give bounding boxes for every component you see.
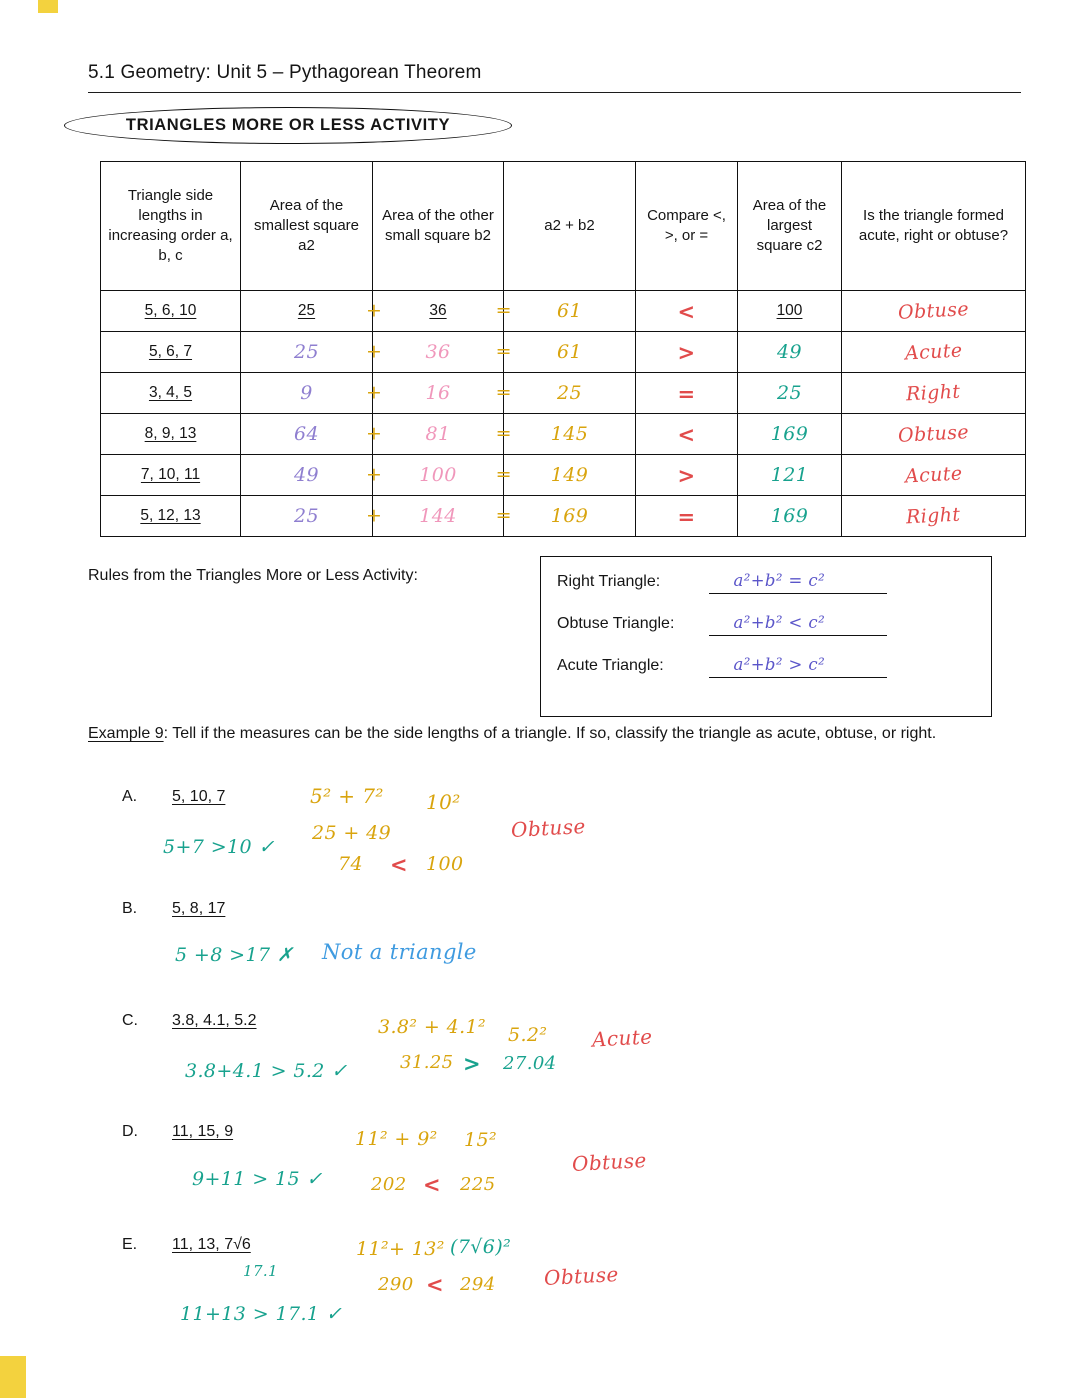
cell-classification: Right <box>842 373 1026 414</box>
table-row <box>101 496 1026 537</box>
cell-compare: > <box>636 455 738 496</box>
cell-a2: 64 <box>241 414 373 455</box>
item-a-right-value: 100 <box>426 853 464 875</box>
rules-intro: Rules from the Triangles More or Less Activity: <box>88 567 418 584</box>
rule-acute-label: Acute Triangle: <box>557 657 664 674</box>
header-a2: Area of the smallest square a2 <box>241 162 373 291</box>
rule-acute-value: a²+b² > c² <box>709 655 887 678</box>
header-b2: Area of the other small square b2 <box>373 162 504 291</box>
cell-compare: < <box>636 291 738 332</box>
item-e-approx-value: 17.1 <box>243 1262 278 1280</box>
item-a-letter: A. <box>122 788 138 805</box>
item-c-expr-c: 5.2² <box>508 1024 548 1046</box>
plus-mark: + <box>366 504 383 527</box>
cell-a2: 25 <box>241 291 373 332</box>
item-e-expr-c: (7√6)² <box>450 1236 512 1258</box>
example-heading <box>88 721 993 747</box>
cell-sum: 145 <box>504 414 636 455</box>
plus-mark: + <box>366 340 383 363</box>
cell-classification: Obtuse <box>842 414 1026 455</box>
table-header-row <box>101 162 1026 291</box>
cell-sides: 5, 12, 13 <box>101 496 241 537</box>
item-a-expr-c: 10² <box>426 790 461 814</box>
cell-classification: Acute <box>842 332 1026 373</box>
item-c-triangle-check: 3.8+4.1 > 5.2 ✓ <box>185 1060 348 1082</box>
cell-c2: 169 <box>738 496 842 537</box>
cell-compare: = <box>636 373 738 414</box>
plus-mark: + <box>366 381 383 404</box>
header-classification: Is the triangle formed acute, right or obtuse? <box>842 162 1026 291</box>
item-e-right-value: 294 <box>460 1274 496 1295</box>
cell-a2: 25 <box>241 496 373 537</box>
item-a-answer: Obtuse <box>510 814 587 842</box>
rule-obtuse-label: Obtuse Triangle: <box>557 615 675 632</box>
equals-mark: = <box>495 463 512 486</box>
cell-sides: 3, 4, 5 <box>101 373 241 414</box>
cell-sum: 61 <box>504 291 636 332</box>
item-d-letter: D. <box>122 1123 138 1140</box>
equals-mark: = <box>495 504 512 527</box>
activity-badge <box>64 107 512 144</box>
cell-sum: 149 <box>504 455 636 496</box>
header-compare: Compare <, >, or = <box>636 162 738 291</box>
rule-acute-triangle <box>557 655 975 678</box>
item-a-compare: < <box>390 852 408 877</box>
cell-sides: 7, 10, 11 <box>101 455 241 496</box>
item-b-note: Not a triangle <box>322 940 477 964</box>
rule-obtuse-triangle <box>557 613 975 636</box>
cell-sum: 25 <box>504 373 636 414</box>
item-c-expr-ab: 3.8² + 4.1² <box>378 1016 487 1038</box>
item-d-expr-c: 15² <box>464 1129 497 1151</box>
header-sum: a2 + b2 <box>504 162 636 291</box>
triangles-activity-table <box>100 161 1026 537</box>
equals-mark: = <box>495 299 512 322</box>
cell-classification: Right <box>842 496 1026 537</box>
rules-box <box>540 556 992 717</box>
cell-sides: 5, 6, 10 <box>101 291 241 332</box>
item-c-letter: C. <box>122 1012 138 1029</box>
item-e-sides: 11, 13, 7√6 <box>172 1236 251 1253</box>
item-d-left-value: 202 <box>371 1174 407 1195</box>
table-row <box>101 291 1026 332</box>
item-b-triangle-check: 5 +8 >17 ✗ <box>175 944 294 966</box>
cell-compare: < <box>636 414 738 455</box>
item-e-triangle-check: 11+13 > 17.1 ✓ <box>180 1303 343 1325</box>
item-b-sides: 5, 8, 17 <box>172 900 226 917</box>
rule-right-triangle <box>557 571 975 594</box>
equals-mark: = <box>495 422 512 445</box>
item-e-expr-ab: 11²+ 13² <box>356 1238 445 1260</box>
cell-sides: 5, 6, 7 <box>101 332 241 373</box>
item-c-right-value: 27.04 <box>503 1053 557 1074</box>
cell-classification: Acute <box>842 455 1026 496</box>
plus-mark: + <box>366 299 383 322</box>
cell-classification: Obtuse <box>842 291 1026 332</box>
highlighter-mark-top <box>38 0 58 13</box>
table-row <box>101 414 1026 455</box>
item-d-triangle-check: 9+11 > 15 ✓ <box>192 1168 323 1190</box>
item-e-answer: Obtuse <box>543 1262 620 1290</box>
item-d-answer: Obtuse <box>571 1148 648 1176</box>
cell-c2: 169 <box>738 414 842 455</box>
item-c-left-value: 31.25 <box>400 1052 454 1073</box>
table-row <box>101 373 1026 414</box>
item-d-compare: < <box>423 1172 441 1197</box>
item-d-sides: 11, 15, 9 <box>172 1123 234 1140</box>
cell-compare: = <box>636 496 738 537</box>
example-text: : Tell if the measures can be the side lengths of a triangle. If so, classify the triangle as acute, obtuse, or right. <box>163 725 937 742</box>
item-a-expr-ab: 5² + 7² <box>310 784 384 808</box>
cell-b2: + 144 = <box>373 496 504 537</box>
cell-c2: 25 <box>738 373 842 414</box>
item-d-expr-ab: 11² + 9² <box>355 1128 438 1150</box>
item-e-letter: E. <box>122 1236 138 1253</box>
activity-badge-label: TRIANGLES MORE OR LESS ACTIVITY <box>125 116 451 134</box>
item-e-left-value: 290 <box>378 1274 414 1295</box>
cell-b2: + 81 = <box>373 414 504 455</box>
rule-obtuse-value: a²+b² < c² <box>709 613 887 636</box>
cell-b2: + 16 = <box>373 373 504 414</box>
header-c2: Area of the largest square c2 <box>738 162 842 291</box>
header-sides: Triangle side lengths in increasing order a, b, c <box>101 162 241 291</box>
table-row <box>101 455 1026 496</box>
cell-a2: 9 <box>241 373 373 414</box>
rule-right-label: Right Triangle: <box>557 573 661 590</box>
item-b-letter: B. <box>122 900 138 917</box>
cell-c2: 100 <box>738 291 842 332</box>
plus-mark: + <box>366 463 383 486</box>
highlighter-mark-bottom <box>0 1356 26 1398</box>
cell-compare: > <box>636 332 738 373</box>
cell-sum: 61 <box>504 332 636 373</box>
item-a-sides: 5, 10, 7 <box>172 788 226 805</box>
item-c-compare: > <box>463 1051 481 1076</box>
table-row <box>101 332 1026 373</box>
item-a-triangle-check: 5+7 >10 ✓ <box>163 836 275 858</box>
rule-right-value: a²+b² = c² <box>709 571 887 594</box>
cell-b2: + 36 = <box>373 291 504 332</box>
cell-c2: 49 <box>738 332 842 373</box>
item-a-left-value: 74 <box>338 853 363 875</box>
cell-a2: 25 <box>241 332 373 373</box>
item-a-expanded: 25 + 49 <box>312 822 392 844</box>
example-label: Example 9 <box>88 725 164 742</box>
cell-c2: 121 <box>738 455 842 496</box>
cell-sides: 8, 9, 13 <box>101 414 241 455</box>
item-c-answer: Acute <box>591 1024 653 1052</box>
cell-b2: + 36 = <box>373 332 504 373</box>
item-d-right-value: 225 <box>460 1174 496 1195</box>
cell-b2: + 100 = <box>373 455 504 496</box>
equals-mark: = <box>495 340 512 363</box>
equals-mark: = <box>495 381 512 404</box>
item-c-sides: 3.8, 4.1, 5.2 <box>172 1012 257 1029</box>
cell-a2: 49 <box>241 455 373 496</box>
item-e-compare: < <box>426 1272 444 1297</box>
cell-sum: 169 <box>504 496 636 537</box>
plus-mark: + <box>366 422 383 445</box>
page-title: 5.1 Geometry: Unit 5 – Pythagorean Theorem <box>88 62 1021 93</box>
